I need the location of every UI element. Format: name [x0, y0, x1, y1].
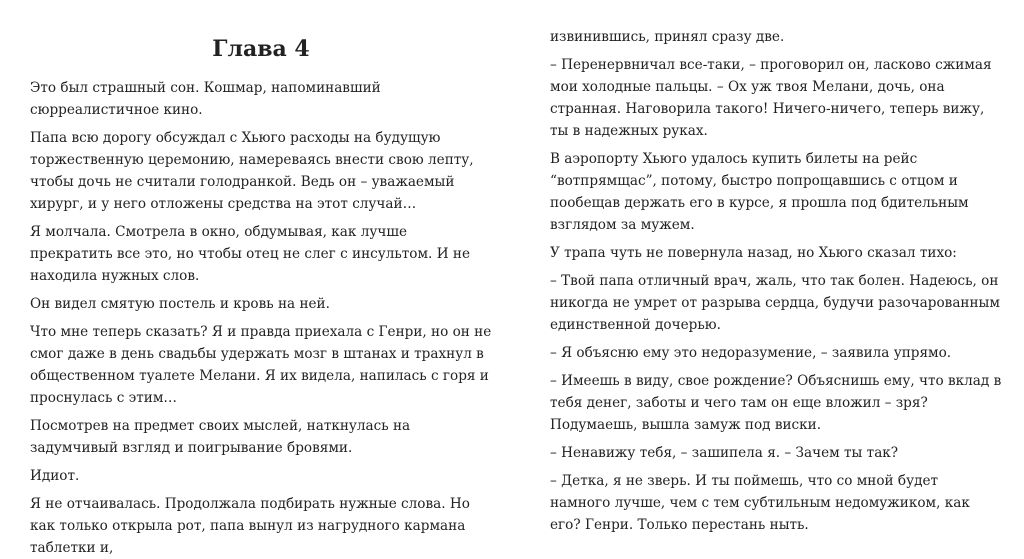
right-page-text: [550, 26, 1002, 536]
paragraph: извинившись, принял сразу две.: [550, 29, 785, 45]
paragraph: Я не отчаивалась. Продолжала подбирать нужные слова. Но как только открыла рот, папа вынул из нагрудного кармана таблетки и,: [30, 496, 470, 556]
paragraph: – Имеешь в виду, свое рождение? Объяснишь ему, что вклад в тебя денег, заботы и чего там он еще вложил – зря? Подумаешь, вышла замуж под виски.: [550, 373, 1002, 433]
paragraph: Папа всю дорогу обсуждал с Хьюго расходы на будущую торжественную церемонию, намереваясь внести свою лепту, чтобы дочь не считали голодранкой. Ведь он – уважаемый хирург, и у него отложены средства на этот случай…: [30, 130, 474, 212]
paragraph: – Твой папа отличный врач, жаль, что так болен. Надеюсь, он никогда не умрет от разрыва сердца, будучи разочарованным единственной дочерью.: [550, 273, 1000, 333]
paragraph: У трапа чуть не повернула назад, но Хьюго сказал тихо:: [550, 245, 957, 261]
paragraph: Я молчала. Смотрела в окно, обдумывая, как лучше прекратить все это, но чтобы отец не слег с инсультом. И не находила нужных слов.: [30, 224, 470, 284]
paragraph: – Ненавижу тебя, – зашипела я. – Зачем ты так?: [550, 445, 899, 461]
left-page-text: [30, 77, 492, 559]
paragraph: – Перенервничал все-таки, – проговорил он, ласково сжимая мои холодные пальцы. – Ох уж твоя Мелани, дочь, она странная. Наговорила такого! Ничего-ничего, теперь вижу, ты в надежных руках.: [550, 57, 992, 139]
paragraph: Что мне теперь сказать? Я и правда приехала с Генри, но он не смог даже в день свадьбы удержать мозг в штанах и трахнул в общественном туалете Мелани. Я их видела, напилась с горя и проснулась с этим…: [30, 324, 492, 406]
right-page: [550, 0, 1002, 533]
paragraph: В аэропорту Хьюго удалось купить билеты на рейс “вотпрямщас”, потому, быстро попрощавшись с отцом и пообещав держать его в курсе, я прошла под бдительным взглядом за мужем.: [550, 151, 969, 233]
paragraph: Это был страшный сон. Кошмар, напоминавший сюрреалистичное кино.: [30, 80, 381, 118]
paragraph: Идиот.: [30, 468, 80, 484]
chapter-title: Глава 4: [212, 36, 310, 62]
paragraph: – Детка, я не зверь. И ты поймешь, что со мной будет намного лучше, чем с тем субтильным недомужиком, как его? Генри. Только перестань ныть.: [550, 473, 970, 533]
paragraph: Он видел смятую постель и кровь на ней.: [30, 296, 330, 312]
paragraph: – Я объясню ему это недоразумение, – заявила упрямо.: [550, 345, 952, 361]
left-page: [30, 0, 492, 556]
paragraph: Посмотрев на предмет своих мыслей, наткнулась на задумчивый взгляд и поигрывание бровями.: [30, 418, 411, 456]
